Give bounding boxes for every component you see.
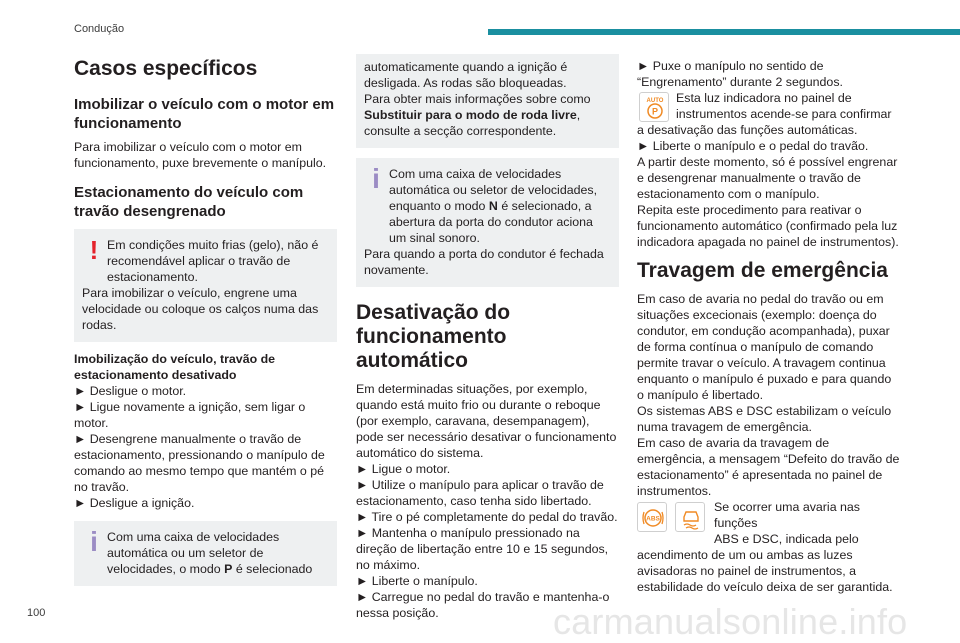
step-2: ► Ligue novamente a ignição, sem ligar o motor. — [74, 400, 306, 430]
box2-line-3: é selecionado, a abertura da porta do condutor aciona um sinal sonoro. — [389, 199, 593, 245]
para-deactivation-intro: Em determinadas situações, por exemplo, quando está muito frio ou durante o reboque (por exemplo, caravana, desempanagem), pode ser necessário desativar o funcionamento automático do sistema. — [356, 382, 617, 460]
abs-line-2: ABS e DSC, indicada pelo — [714, 532, 859, 546]
svg-text:AUTO: AUTO — [646, 98, 664, 104]
lamp-line-1: Esta luz indicadora no painel de — [676, 91, 852, 105]
box1-line-3-wrap — [364, 107, 611, 139]
box2-line-2-wrap — [364, 182, 611, 246]
deact-step-1: ► Ligue o motor. — [356, 462, 451, 476]
heading-parking: Estacionamento do veículo com travão desengrenado — [74, 184, 304, 220]
warning-line-2: recomendável aplicar o travão de estacionamento. — [107, 254, 291, 284]
info-box-p-mode — [74, 521, 337, 586]
para-pull-lever: ► Puxe o manípulo no sentido de “Engrenamento” durante 2 segundos. — [637, 59, 843, 89]
info-icon: i — [90, 526, 98, 557]
info-line-1: Com uma caixa de velocidades — [107, 530, 280, 544]
column-1 — [74, 52, 337, 586]
dsc-lamp-icon — [675, 502, 705, 532]
box2-line-1: Com uma caixa de velocidades — [389, 167, 562, 181]
deact-step-3: ► Tire o pé completamente do pedal do travão. — [356, 510, 618, 524]
warning-box — [74, 229, 337, 342]
box2-line-2: automática ou seletor de velocidades, enquanto o modo — [389, 183, 598, 213]
deact-step-6: ► Carregue no pedal do travão e mantenha-o nessa posição. — [356, 590, 610, 620]
para-manual-only: A partir deste momento, só é possível engrenar e desengrenar manualmente o travão de estacionamento com o manípulo. — [637, 155, 898, 201]
svg-text:P: P — [651, 106, 659, 117]
para-failure-message: Em caso de avaria da travagem de emergência, a mensagem “Defeito do travão de estacionamento” é apresentada no painel de instrumentos. — [637, 436, 900, 498]
box1-line-1: automaticamente quando a ignição é desligada. As rodas são bloqueadas. — [364, 60, 568, 90]
header-section: Condução — [74, 23, 125, 35]
para-abs-dsc: Os sistemas ABS e DSC estabilizam o veículo numa travagem de emergência. — [637, 404, 892, 434]
svg-text:ABS: ABS — [646, 515, 660, 523]
title-deactivation: Desativação do funcionamento automático — [356, 301, 511, 372]
info-line-2-wrap — [82, 545, 329, 577]
para-emergency: Em caso de avaria no pedal do travão ou em situações excecionais (exemplo: doença do condutor, em condução acompanhada), puxar de forma contínua o manípulo de comando permite travar o veículo. A travagem continua enquanto o manípulo é puxado e para quando o manípulo é libertado. — [637, 292, 892, 402]
column-2 — [356, 54, 619, 621]
box2-line-4: Para quando a porta do condutor é fechada novamente. — [364, 247, 604, 277]
page-number: 100 — [27, 607, 46, 619]
warning-line-3: Para imobilizar o veículo, engrene uma velocidade ou coloque os calços numa das rodas. — [82, 286, 319, 332]
box1-tail: , consulte a secção correspondente. — [364, 108, 581, 138]
box2-mode-n: N — [488, 199, 498, 213]
box1-link-text: Substituir para o modo de roda livre — [364, 108, 577, 122]
info-line-2: automática ou um seletor de velocidades, o modo — [107, 546, 264, 576]
lamp-row — [637, 90, 900, 138]
step-3: ► Desengrene manualmente o travão de estacionamento, pressionando o manípulo de comando ao mesmo tempo que mantém o pé no travão. — [74, 432, 325, 494]
lamp-line-2: instrumentos acende-se para confirmar a desativação das funções automáticas. — [637, 107, 892, 137]
header-accent-bar — [488, 29, 960, 35]
column-3 — [637, 58, 900, 595]
deact-step-2: ► Utilize o manípulo para aplicar o travão de estacionamento, caso tenha sido libertado. — [356, 478, 604, 508]
para-immobilise: Para imobilizar o veículo com o motor em funcionamento, puxe brevemente o manípulo. — [74, 140, 327, 170]
deact-step-4: ► Mantenha o manípulo pressionado na direção de libertação entre 10 e 15 segundos, no máximo. — [356, 526, 609, 572]
step-4: ► Desligue a ignição. — [74, 496, 195, 510]
para-release: ► Liberte o manípulo e o pedal do travão. — [637, 139, 869, 153]
info-line-3: é selecionado — [235, 562, 313, 576]
info-mode-p: P — [224, 562, 233, 576]
watermark: carmanualsonline.info — [553, 601, 908, 642]
auto-p-lamp-icon — [639, 92, 669, 122]
info-box-n-mode — [356, 158, 619, 287]
warning-icon: ! — [89, 235, 99, 265]
info-icon-2: i — [372, 163, 380, 194]
abs-line-3: acendimento de um ou ambas as luzes avisadoras no painel de instrumentos, a estabilidade do veículo deixa de ser garantida. — [637, 548, 893, 594]
warning-line-1: Em condições muito frias (gelo), não é — [107, 238, 319, 252]
heading-immob-disabled: Imobilização do veículo, travão de estacionamento desativado — [74, 352, 276, 382]
continued-box — [356, 54, 619, 148]
step-1: ► Desligue o motor. — [74, 384, 187, 398]
title-specific-cases: Casos específicos — [74, 57, 258, 80]
abs-dsc-row — [637, 499, 900, 595]
para-repeat: Repita este procedimento para reativar o funcionamento automático (confirmado pela luz indicadora apagada no painel de instrumentos). — [637, 203, 899, 249]
box1-line-2: Para obter mais informações sobre como — [364, 92, 591, 106]
heading-immobilise: Imobilizar o veículo com o motor em funcionamento — [74, 96, 335, 132]
title-emergency-braking: Travagem de emergência — [637, 259, 888, 282]
abs-line-1: Se ocorrer uma avaria nas funções — [714, 500, 861, 530]
abs-lamp-icon — [637, 502, 667, 532]
deact-step-5: ► Liberte o manípulo. — [356, 574, 478, 588]
